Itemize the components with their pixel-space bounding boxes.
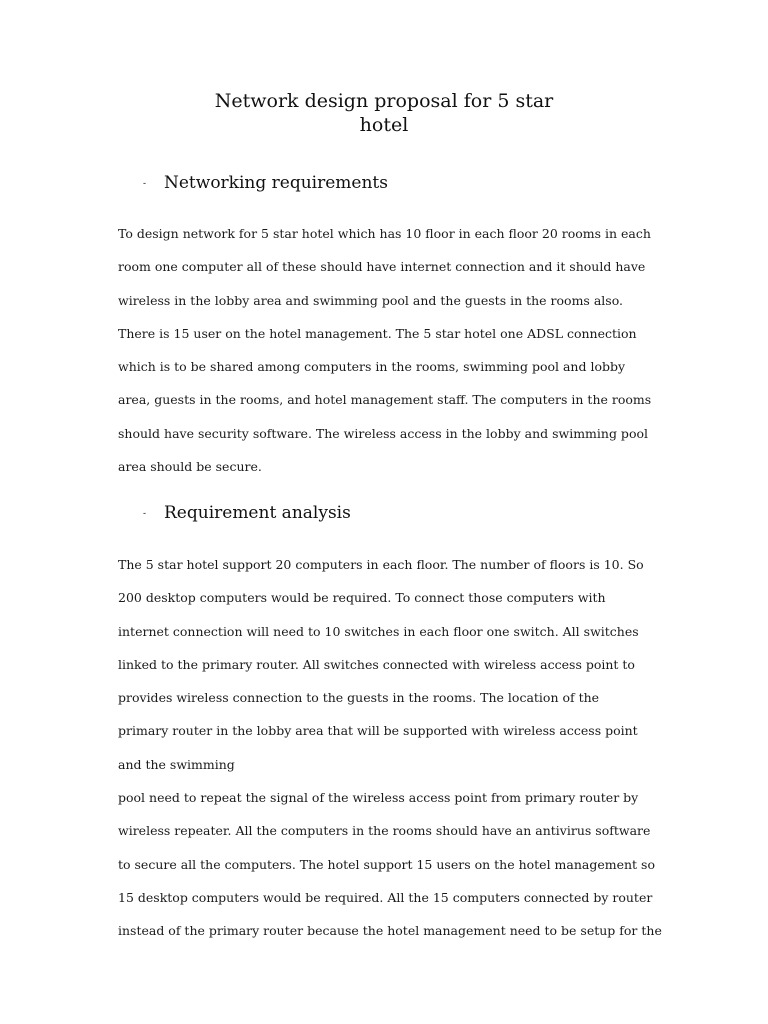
- paragraph-line: should have security software. The wireless access in the lobby and swimming pool: [118, 425, 648, 441]
- paragraph-line: internet connection will need to 10 switches in each floor one switch. All switches: [118, 623, 639, 639]
- paragraph-line: to secure all the computers. The hotel support 15 users on the hotel management so: [118, 856, 655, 872]
- paragraph-line: instead of the primary router because the hotel management need to be setup for the: [118, 923, 662, 939]
- paragraph-line: area should be secure.: [118, 459, 262, 475]
- paragraph-requirement-analysis: [118, 548, 662, 948]
- bullet-marker: -: [143, 508, 147, 519]
- section-heading-requirement-analysis: [143, 502, 351, 525]
- section-heading-text: Requirement analysis: [164, 503, 351, 523]
- paragraph-line: pool need to repeat the signal of the wireless access point from primary router by: [118, 790, 639, 806]
- paragraph-line: 15 desktop computers would be required. All the 15 computers connected by router: [118, 889, 653, 905]
- paragraph-line: wireless in the lobby area and swimming pool and the guests in the rooms also.: [118, 292, 623, 308]
- title-line: Network design proposal for 5 star: [214, 90, 554, 112]
- paragraph-line: area, guests in the rooms, and hotel management staff. The computers in the rooms: [118, 392, 652, 408]
- paragraph-networking-requirements: [118, 217, 658, 483]
- section-heading-text: Networking requirements: [164, 173, 388, 193]
- paragraph-line: There is 15 user on the hotel management. The 5 star hotel one ADSL connection: [118, 325, 637, 341]
- document-title: [0, 89, 768, 137]
- paragraph-line: and the swimming: [118, 756, 235, 772]
- bullet-marker: -: [143, 178, 147, 189]
- paragraph-line: primary router in the lobby area that will be supported with wireless access point: [118, 723, 638, 739]
- paragraph-line: which is to be shared among computers in the rooms, swimming pool and lobby: [118, 359, 626, 375]
- title-line: hotel: [359, 114, 409, 136]
- paragraph-line: 200 desktop computers would be required. To connect those computers with: [118, 590, 606, 606]
- paragraph-line: provides wireless connection to the guests in the rooms. The location of the: [118, 690, 600, 706]
- paragraph-line: linked to the primary router. All switches connected with wireless access point to: [118, 656, 635, 672]
- paragraph-line: The 5 star hotel support 20 computers in each floor. The number of floors is 10. So: [118, 557, 644, 572]
- paragraph-line: wireless repeater. All the computers in the rooms should have an antivirus software: [118, 823, 651, 839]
- section-heading-networking-requirements: [143, 172, 388, 195]
- paragraph-line: room one computer all of these should have internet connection and it should have: [118, 259, 646, 275]
- paragraph-line: To design network for 5 star hotel which has 10 floor in each floor 20 rooms in each: [118, 226, 651, 241]
